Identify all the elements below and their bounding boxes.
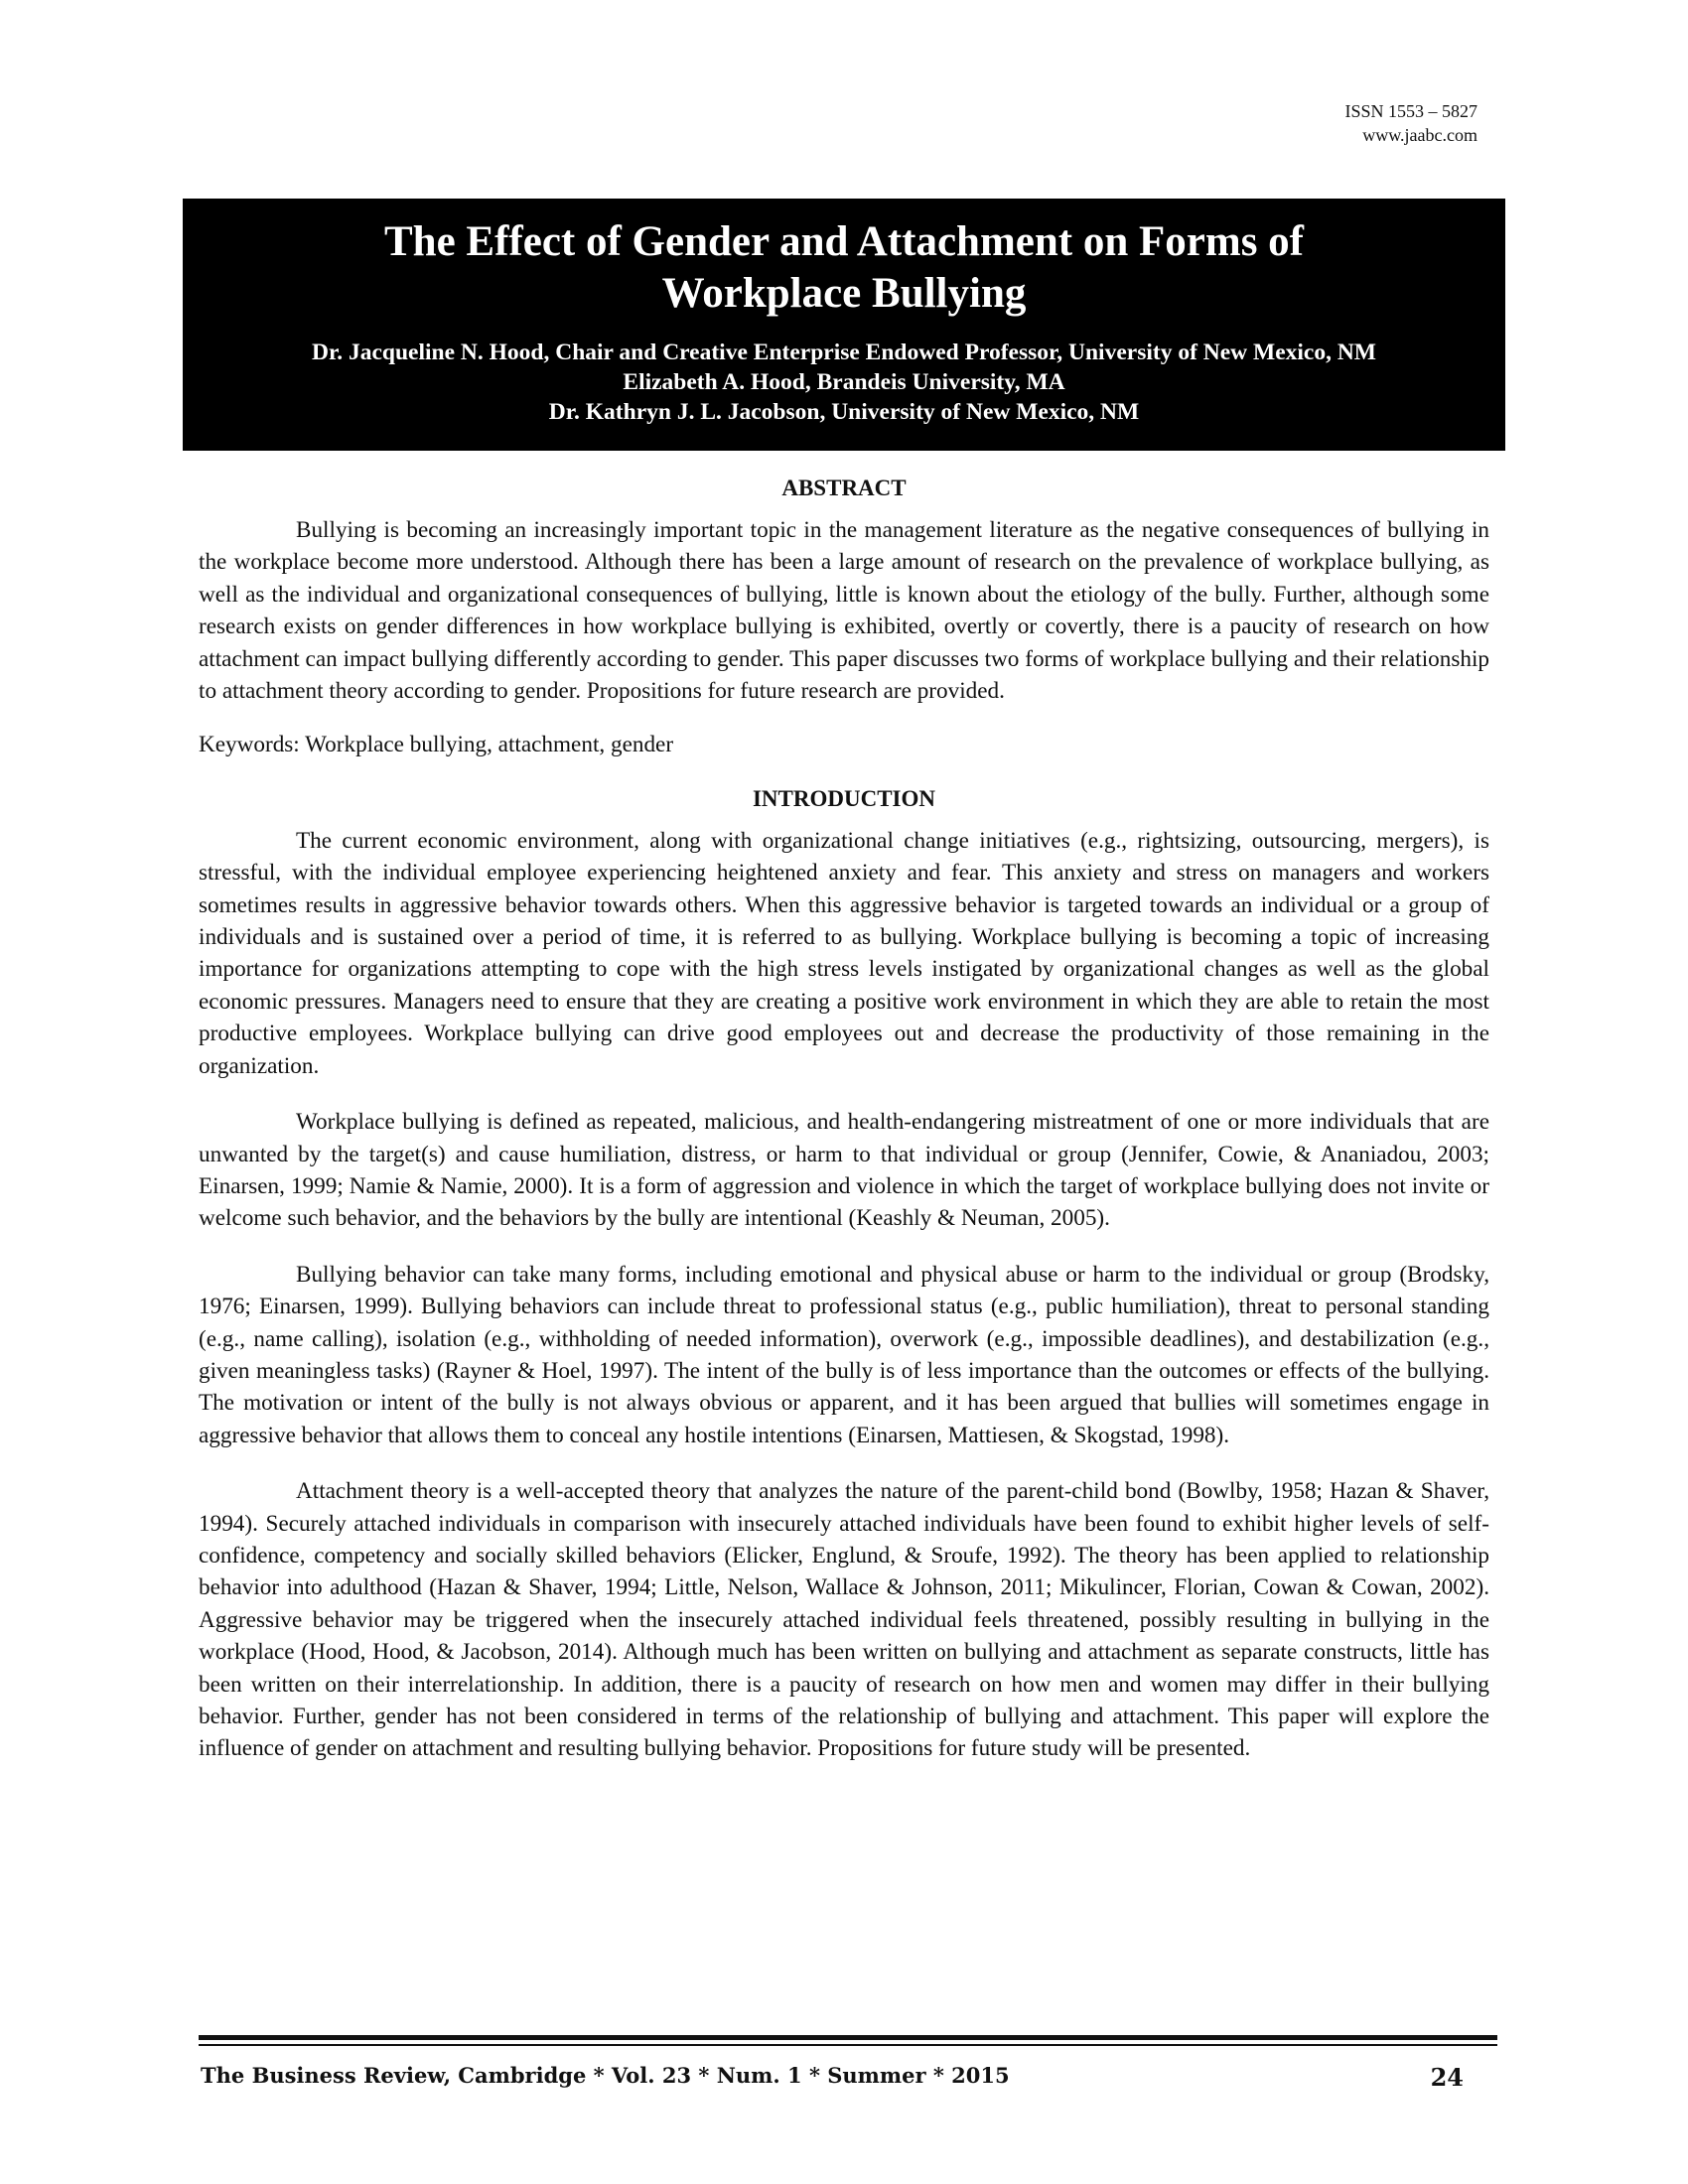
abstract-heading: ABSTRACT (781, 476, 907, 500)
footer-divider-thin (199, 2044, 1497, 2046)
paragraph: Attachment theory is a well-accepted theory that analyzes the nature of the parent-child bond (Bowlby, 1958; Hazan & Shaver, 1994). Securely attached individuals in comparison with insecurely attached individuals have been found to exhibit higher levels of self-confidence, competency and socially skilled behaviors (Elicker, Englund, & Sroufe, 1992). The theory has been applied to relationship behavior into adulthood (Hazan & Shaver, 1994; Little, Nelson, Wallace & Johnson, 2011; Mikulincer, Florian, Cowan & Cowan, 2002). Aggressive behavior may be triggered when the insecurely attached individual feels threatened, possibly resulting in bullying in the workplace (Hood, Hood, & Jacobson, 2014). Although much has been written on bullying and attachment as separate constructs, little has been written on their interrelationship. In addition, there is a paucity of research on how men and women may differ in their bullying behavior. Further, gender has not been considered in terms of the relationship of bullying and attachment. This paper will explore the influence of gender on attachment and resulting bullying behavior. Propositions for future study will be presented. (199, 1478, 1489, 1762)
journal-header (1344, 99, 1477, 147)
issn-number: ISSN 1553 – 5827 (1344, 101, 1477, 121)
footer-divider (199, 2035, 1497, 2040)
author-2: Elizabeth A. Hood, Brandeis University, MA (623, 369, 1065, 395)
abstract-section (199, 473, 1489, 761)
keywords: Keywords: Workplace bullying, attachment, gender (199, 732, 674, 758)
title-banner (183, 199, 1505, 451)
paper-title-line-2: Workplace Bullying (661, 270, 1027, 317)
paragraph: The current economic environment, along with organizational change initiatives (e.g., rightsizing, outsourcing, mergers), is stressful, with the individual employee experiencing heightened anxiety and fear. This anxiety and stress on managers and workers sometimes results in aggressive behavior towards others. When this aggressive behavior is targeted towards an individual or a group of individuals and is sustained over a period of time, it is referred to as bullying. Workplace bullying is becoming a topic of increasing importance for organizations attempting to cope with the high stress levels instigated by organizational changes as well as the global economic pressures. Managers need to ensure that they are creating a positive work environment in which they are able to retain the most productive employees. Workplace bullying can drive good employees out and decrease the productivity of those remaining in the organization. (199, 827, 1489, 1079)
page-footer (201, 2063, 1464, 2092)
paragraph: Bullying behavior can take many forms, including emotional and physical abuse or harm to the individual or group (Brodsky, 1976; Einarsen, 1999). Bullying behaviors can include threat to professional status (e.g., public humiliation), threat to personal standing (e.g., name calling), isolation (e.g., withholding of needed information), overwork (e.g., impossible deadlines), and destabilization (e.g., given meaningless tasks) (Rayner & Hoel, 1997). The intent of the bully is of less importance than the outcomes or effects of the bullying. The motivation or intent of the bully is not always obvious or apparent, and it has been argued that bullies will sometimes engage in aggressive behavior that allows them to conceal any hostile intentions (Einarsen, Mattiesen, & Skogstad, 1998). (199, 1261, 1489, 1448)
journal-citation: The Business Review, Cambridge * Vol. 23 * Num. 1 * Summer * 2015 (201, 2063, 1010, 2088)
journal-website: www.jaabc.com (1362, 125, 1477, 145)
paper-title-line-1: The Effect of Gender and Attachment on Forms of (384, 218, 1304, 265)
abstract-text: Bullying is becoming an increasingly important topic in the management literature as the negative consequences of bullying in the workplace become more understood. Although there has been a large amount of research on the prevalence of workplace bullying, as well as the individual and organizational consequences of bullying, little is known about the etiology of the bully. Further, although some research exists on gender differences in how workplace bullying is exhibited, overtly or covertly, there is a paucity of research on how attachment can impact bullying differently according to gender. This paper discusses two forms of workplace bullying and their relationship to attachment theory according to gender. Propositions for future research are provided. (199, 517, 1489, 705)
page-number: 24 (1430, 2063, 1464, 2092)
author-1: Dr. Jacqueline N. Hood, Chair and Creative Enterprise Endowed Professor, University of New Mexico, NM (311, 340, 1376, 365)
introduction-heading: INTRODUCTION (752, 785, 936, 811)
page-body (199, 473, 1489, 1765)
author-list (183, 338, 1505, 427)
paper-title (183, 216, 1505, 320)
paragraph: Workplace bullying is defined as repeated, malicious, and health-endangering mistreatment of one or more individuals that are unwanted by the target(s) and cause humiliation, distress, or harm to that individual or group (Jennifer, Cowie, & Ananiadou, 2003; Einarsen, 1999; Namie & Namie, 2000). It is a form of aggression and violence in which the target of workplace bullying does not invite or welcome such behavior, and the behaviors by the bully are intentional (Keashly & Neuman, 2005). (199, 1109, 1489, 1232)
author-3: Dr. Kathryn J. L. Jacobson, University of New Mexico, NM (548, 399, 1140, 425)
introduction-section (199, 783, 1489, 1765)
